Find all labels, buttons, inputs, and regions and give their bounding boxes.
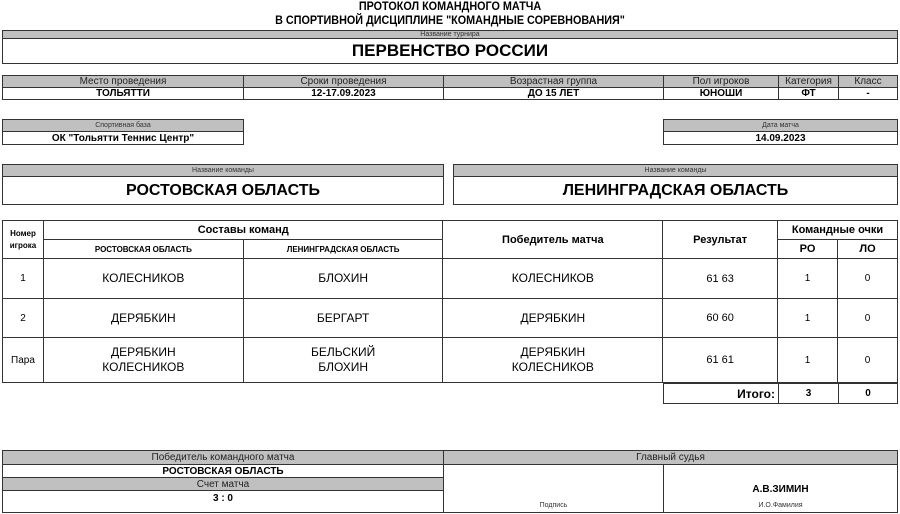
team-match-winner-value: РОСТОВСКАЯ ОБЛАСТЬ xyxy=(2,464,444,478)
match-winner-pair xyxy=(443,338,663,383)
protocol-title-line2: В СПОРТИВНОЙ ДИСЦИПЛИНЕ "КОМАНДНЫЕ СОРЕВНОВАНИЯ" xyxy=(275,13,625,27)
player-number-header-line1: Номер xyxy=(10,228,36,238)
match-winner: КОЛЕСНИКОВ xyxy=(443,259,663,299)
table-row xyxy=(3,299,898,338)
category-header: Категория xyxy=(778,75,839,88)
age-group-value: ДО 15 ЛЕТ xyxy=(443,87,664,100)
team-points-header: Командные очки xyxy=(778,221,898,240)
table-row xyxy=(3,338,898,383)
match-result: 61 61 xyxy=(663,338,778,383)
team-right-label: Название команды xyxy=(453,164,898,177)
protocol-title-line1: ПРОТОКОЛ КОМАНДНОГО МАТЧА xyxy=(358,0,542,13)
category-value: ФТ xyxy=(778,87,839,100)
tournament-name: ПЕРВЕНСТВО РОССИИ xyxy=(2,38,898,64)
player-number-header xyxy=(3,221,44,259)
match-winner: ДЕРЯБКИН xyxy=(520,345,586,359)
left-pair xyxy=(43,338,243,383)
points-left: 1 xyxy=(778,259,838,299)
points-right: 0 xyxy=(838,299,898,338)
total-label: Итого: xyxy=(663,383,779,404)
total-points-right: 0 xyxy=(838,383,898,404)
match-score-label: Счет матча xyxy=(2,477,444,491)
age-group-header: Возрастная группа xyxy=(443,75,664,88)
result-header: Результат xyxy=(663,221,778,259)
total-points-left: 3 xyxy=(778,383,839,404)
right-pair xyxy=(243,338,443,383)
match-result: 60 60 xyxy=(663,299,778,338)
team-right-name: ЛЕНИНГРАДСКАЯ ОБЛАСТЬ xyxy=(453,176,898,205)
player-number: Пара xyxy=(3,338,44,383)
match-date-value: 14.09.2023 xyxy=(663,131,898,145)
points-left-header: РО xyxy=(778,240,838,259)
gender-header: Пол игроков xyxy=(663,75,779,88)
venue-city-header: Место проведения xyxy=(2,75,244,88)
class-value: - xyxy=(838,87,898,100)
class-header: Класс xyxy=(838,75,898,88)
gender-value: ЮНОШИ xyxy=(663,87,779,100)
team-left-name: РОСТОВСКАЯ ОБЛАСТЬ xyxy=(2,176,444,205)
left-player: ДЕРЯБКИН xyxy=(111,345,176,359)
winner-header: Победитель матча xyxy=(443,221,663,259)
right-player: БЕРГАРТ xyxy=(243,299,443,338)
team-match-winner-label: Победитель командного матча xyxy=(2,450,444,465)
player-number: 2 xyxy=(3,299,44,338)
venue-city-value: ТОЛЬЯТТИ xyxy=(2,87,244,100)
points-right-header: ЛО xyxy=(838,240,898,259)
match-winner: КОЛЕСНИКОВ xyxy=(511,360,594,374)
right-player: БЛОХИН xyxy=(243,259,443,299)
sport-base-value: ОК "Тольятти Теннис Центр" xyxy=(2,131,244,145)
player-number: 1 xyxy=(3,259,44,299)
chief-referee-label: Главный судья xyxy=(443,450,898,465)
tournament-label: Название турнира xyxy=(2,30,898,39)
left-player: КОЛЕСНИКОВ xyxy=(102,360,185,374)
match-result: 61 63 xyxy=(663,259,778,299)
match-date-label: Дата матча xyxy=(663,119,898,132)
referee-name-box xyxy=(663,464,898,513)
match-winner: ДЕРЯБКИН xyxy=(443,299,663,338)
lineups-header: Составы команд xyxy=(43,221,443,240)
points-left: 1 xyxy=(778,299,838,338)
signature-box xyxy=(443,464,664,513)
lineup-right-team-header: ЛЕНИНГРАДСКАЯ ОБЛАСТЬ xyxy=(243,240,443,259)
match-score-value: 3 : 0 xyxy=(2,490,444,513)
referee-name: А.В.ЗИМИН xyxy=(752,484,809,495)
team-left-label: Название команды xyxy=(2,164,444,177)
left-player: КОЛЕСНИКОВ xyxy=(43,259,243,299)
right-player: БЕЛЬСКИЙ xyxy=(310,345,376,359)
dates-header: Сроки проведения xyxy=(243,75,444,88)
left-player: ДЕРЯБКИН xyxy=(43,299,243,338)
player-number-header-line2: игрока xyxy=(9,240,37,250)
points-right: 0 xyxy=(838,259,898,299)
matches-table xyxy=(2,220,898,383)
referee-name-label: И.О.Фамилия xyxy=(758,502,803,509)
lineup-left-team-header: РОСТОВСКАЯ ОБЛАСТЬ xyxy=(43,240,243,259)
right-player: БЛОХИН xyxy=(318,360,369,374)
points-right: 0 xyxy=(838,338,898,383)
signature-label: Подпись xyxy=(539,502,568,509)
dates-value: 12-17.09.2023 xyxy=(243,87,444,100)
table-row xyxy=(3,259,898,299)
sport-base-label: Спортивная база xyxy=(2,119,244,132)
points-left: 1 xyxy=(778,338,838,383)
